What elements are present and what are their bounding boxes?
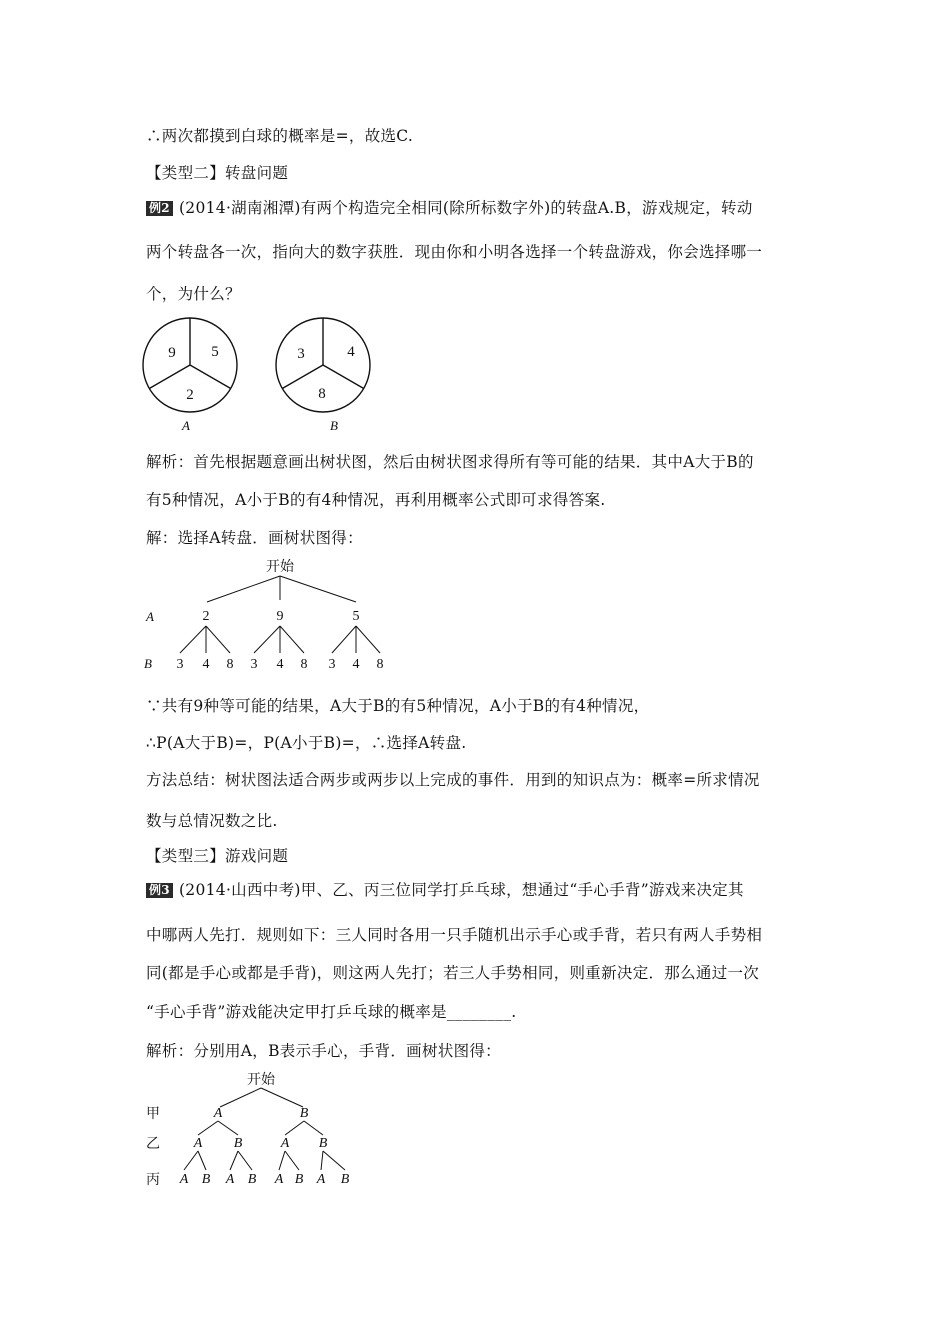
tree2-leaf: A (225, 1172, 235, 1187)
tree2-level1-node: B (299, 1106, 309, 1121)
tree1-leaf: 4 (352, 657, 360, 672)
example2-line-2: 两个转盘各一次，指向大的数字获胜．现由你和小明各选择一个转盘游戏，你会选择哪一 (146, 243, 763, 261)
tree1-row-label-b: B (144, 656, 152, 671)
example3-badge: 例3 (146, 883, 173, 898)
tree-diagram-2 (140, 1066, 370, 1191)
result-line-1: ∵共有9种等可能的结果，A大于B的有5种情况，A小于B的有4种情况， (146, 697, 650, 715)
section-heading-type3: 【类型三】游戏问题 (146, 847, 289, 865)
example3-line-4: “手心手背”游戏能决定甲打乒乓球的概率是________. (146, 1003, 517, 1021)
tree1-leaf: 3 (250, 657, 258, 672)
tree2-leaf: B (247, 1172, 257, 1187)
example3-line-3: 同(都是手心或都是手背)，则这两人先打；若三人手势相同，则重新决定．那么通过一次 (146, 964, 760, 982)
tree1-leaf: 4 (276, 657, 284, 672)
tree-diagram-1 (140, 554, 400, 674)
tree2-level2-node: B (233, 1136, 243, 1151)
tree2-leaf: A (316, 1172, 326, 1187)
example2-badge: 例2 (146, 201, 173, 216)
spinner-a-label: A (182, 418, 190, 433)
tree2-leaf: A (179, 1172, 189, 1187)
tree1-level1-node: 2 (202, 609, 210, 624)
spinner-a-number-3: 2 (186, 387, 194, 403)
spinner-b-number-1: 3 (297, 346, 305, 362)
tree1-leaf: 8 (300, 657, 308, 672)
tree2-level1-node: A (213, 1106, 223, 1121)
example2-text-1: (2014·湖南湘潭)有两个构造完全相同(除所标数字外)的转盘A.B，游戏规定，转动 (178, 199, 753, 217)
spinners-figure (140, 310, 400, 440)
section-heading-type2: 【类型二】转盘问题 (146, 164, 289, 182)
tree2-leaf: B (294, 1172, 304, 1187)
example3-line-1 (146, 880, 744, 900)
tree2-row-label-jia: 甲 (146, 1107, 160, 1122)
analysis1-line-2: 有5种情况，A小于B的有4种情况，再利用概率公式即可求得答案. (146, 491, 606, 509)
tree2-level2-node: B (318, 1136, 328, 1151)
example2-line-1 (146, 198, 753, 218)
result-line-2: ∴P(A大于B)=，P(A小于B)=，∴选择A转盘. (146, 734, 467, 752)
example3-line-2: 中哪两人先打．规则如下：三人同时各用一只手随机出示手心或手背，若只有两人手势相 (146, 926, 763, 944)
spinner-a-number-1: 9 (168, 345, 176, 361)
tree2-leaf: B (340, 1172, 350, 1187)
analysis1-line-1: 解析：首先根据题意画出树状图，然后由树状图求得所有等可能的结果．其中A大于B的 (146, 453, 754, 471)
tree2-root: 开始 (247, 1073, 275, 1088)
spinner-a (143, 318, 237, 433)
spinner-b-label: B (330, 418, 338, 433)
tree1-row-label-a: A (146, 609, 154, 624)
spinner-b-number-3: 8 (318, 386, 326, 402)
summary-line-2: 数与总情况数之比. (146, 812, 278, 830)
tree2-leaf: B (201, 1172, 211, 1187)
tree1-root: 开始 (266, 560, 294, 575)
tree1-level1-node: 5 (352, 609, 360, 624)
tree1-leaf: 3 (176, 657, 184, 672)
spinner-b (276, 318, 370, 433)
tree2-row-label-bing: 丙 (146, 1173, 160, 1188)
tree2-leaf: A (274, 1172, 284, 1187)
tree2-row-label-yi: 乙 (146, 1137, 160, 1152)
tree1-leaf: 3 (328, 657, 336, 672)
tree1-level1-node: 9 (276, 609, 284, 624)
tree2-level2-node: A (280, 1136, 290, 1151)
tree1-leaf: 4 (202, 657, 210, 672)
example3-text-1: (2014·山西中考)甲、乙、丙三位同学打乒乓球，想通过“手心手背”游戏来决定其 (178, 881, 744, 899)
tree1-leaf: 8 (376, 657, 384, 672)
example2-line-3: 个，为什么？ (146, 285, 241, 303)
tree1-leaf: 8 (226, 657, 234, 672)
summary-line-1: 方法总结：树状图法适合两步或两步以上完成的事件．用到的知识点为：概率=所求情况 (146, 771, 760, 789)
tree2-level2-node: A (193, 1136, 203, 1151)
answer-line: ∴两次都摸到白球的概率是=，故选C. (146, 127, 414, 145)
spinner-a-number-2: 5 (211, 344, 219, 360)
analysis2-line: 解析：分别用A，B表示手心，手背．画树状图得： (146, 1042, 501, 1060)
spinner-b-number-2: 4 (347, 344, 355, 360)
solution1-line: 解：选择A转盘．画树状图得： (146, 529, 363, 547)
